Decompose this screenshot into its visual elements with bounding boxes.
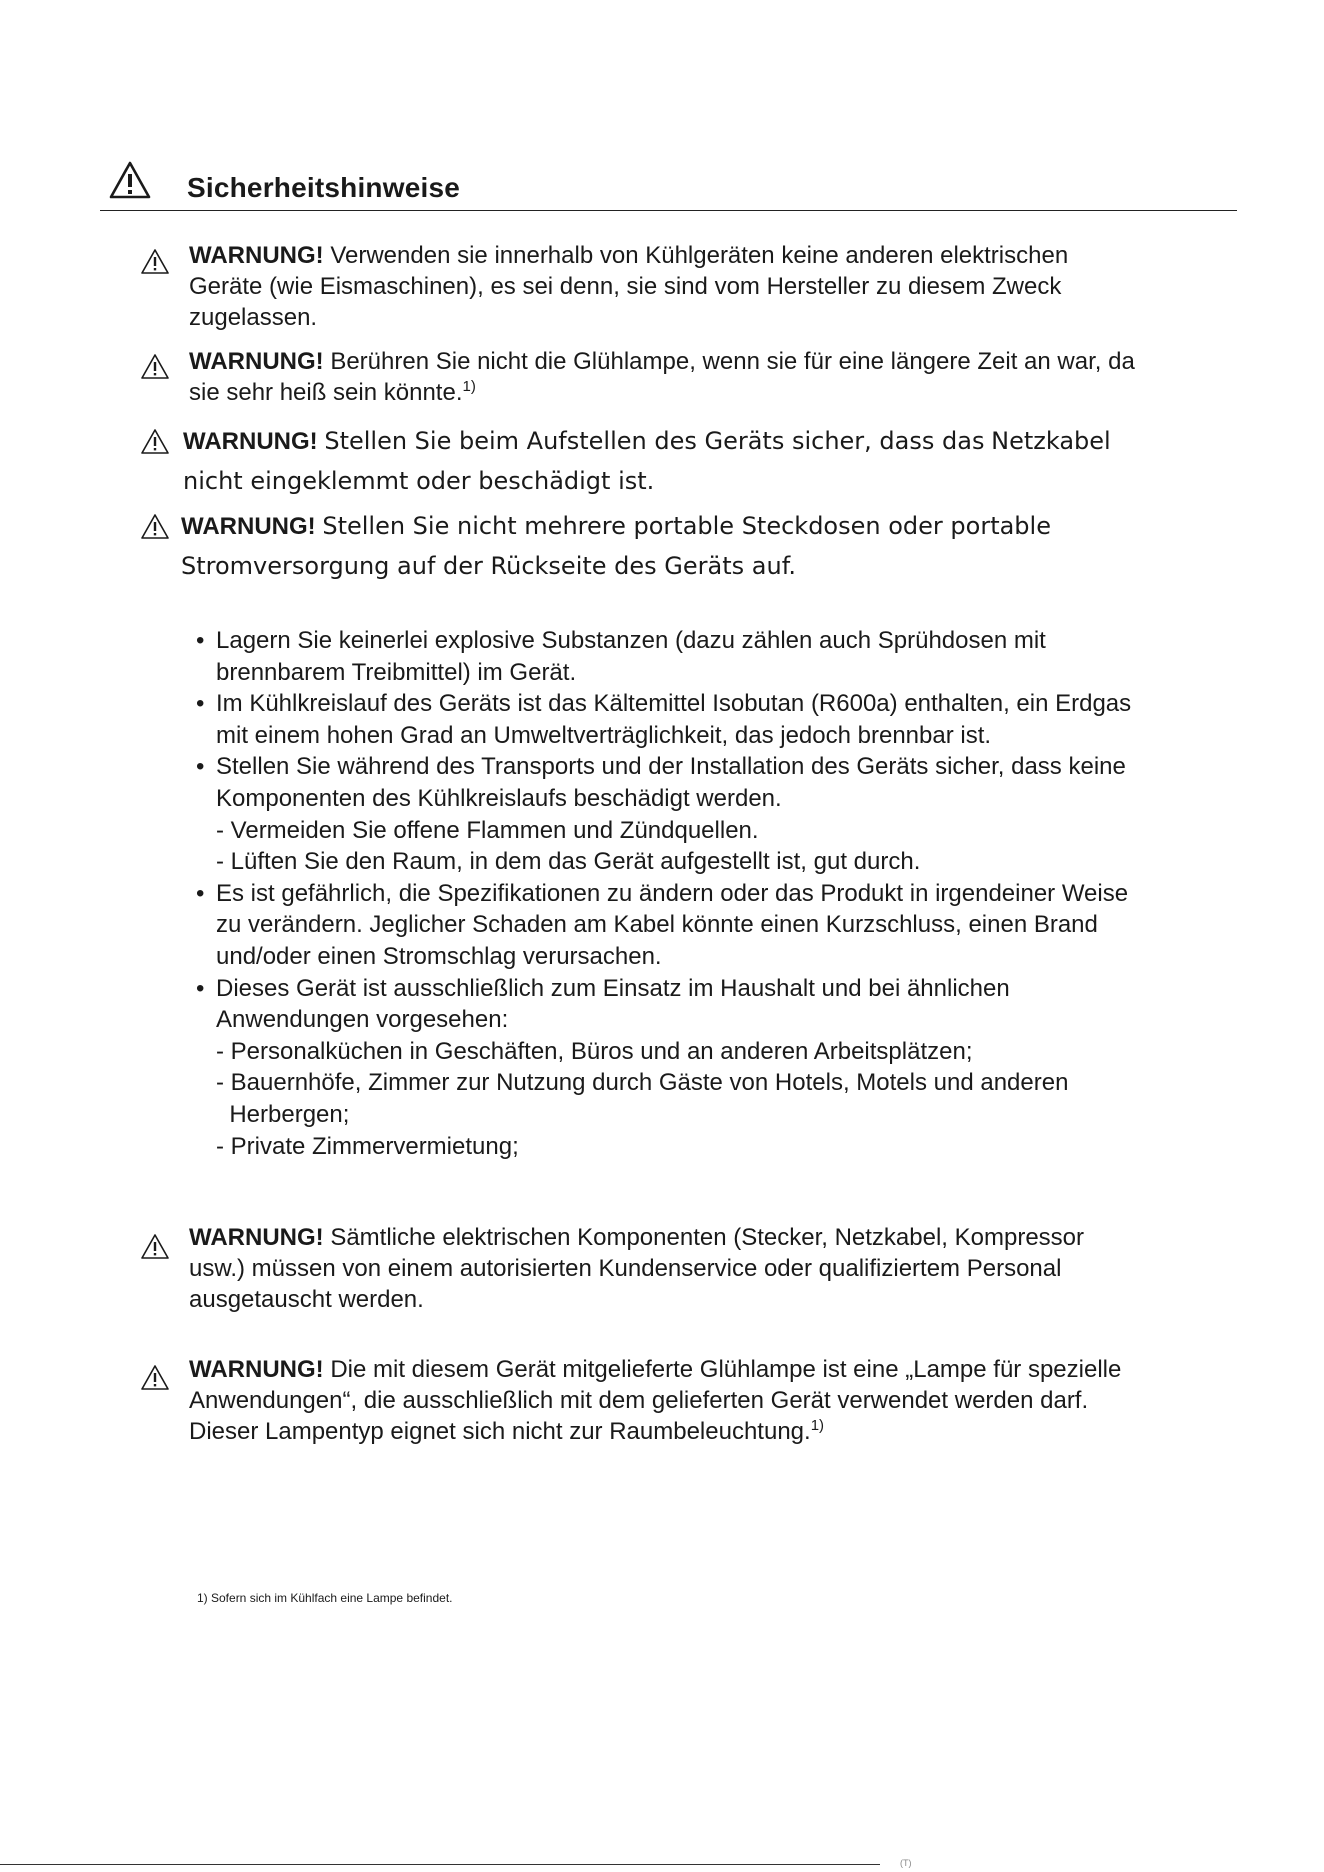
bullet-text: Komponenten des Kühlkreislaufs beschädigt werden. [216, 784, 782, 812]
bullet-continuation [216, 1099, 1236, 1131]
bullet-item [196, 973, 1236, 1005]
bullet-text: - Lüften Sie den Raum, in dem das Gerät aufgestellt ist, gut durch. [216, 848, 921, 876]
bullet-continuation [216, 941, 1236, 973]
warning-label: WARNUNG! [181, 513, 316, 540]
warning-text: usw.) müssen von einem autorisierten Kundenservice oder qualifiziertem Personal [189, 1255, 1062, 1282]
warning-text: sie sehr heiß sein könnte. [189, 379, 463, 406]
bullet-text: mit einem hohen Grad an Umweltverträglichkeit, das jedoch brennbar ist. [216, 721, 992, 749]
warning-triangle-icon [140, 353, 170, 380]
warning-text: ausgetauscht werden. [189, 1286, 424, 1313]
bullet-text: und/oder einen Stromschlag verursachen. [216, 942, 662, 970]
warning-text: Geräte (wie Eismaschinen), es sei denn, sie sind vom Hersteller zu diesem Zweck [189, 273, 1062, 300]
bullet-text: - Bauernhöfe, Zimmer zur Nutzung durch Gäste von Hotels, Motels und anderen [216, 1069, 1069, 1097]
bullet-text: zu verändern. Jeglicher Schaden am Kabel könnte einen Kurzschluss, einen Brand [216, 911, 1098, 939]
bullet-text: - Vermeiden Sie offene Flammen und Zündquellen. [216, 816, 759, 844]
warning-3 [183, 426, 1111, 497]
bullet-text: Anwendungen vorgesehen: [216, 1006, 509, 1034]
bullet-item [196, 688, 1236, 720]
bullet-dot-icon: • [196, 627, 205, 654]
footnote: 1) Sofern sich im Kühlfach eine Lampe befindet. [197, 1591, 453, 1605]
bullet-text: Dieses Gerät ist ausschließlich zum Einsatz im Haushalt und bei ähnlichen [216, 974, 1010, 1002]
warning-label: WARNUNG! [189, 1224, 324, 1251]
bullet-item [196, 625, 1236, 657]
bullet-dot-icon: • [196, 753, 205, 781]
bullet-text: brennbarem Treibmittel) im Gerät. [216, 658, 577, 686]
warning-1 [189, 240, 1068, 333]
warning-triangle-icon [140, 513, 170, 540]
bullet-continuation [216, 815, 1236, 847]
warning-text: Sämtliche elektrischen Komponenten (Stecker, Netzkabel, Kompressor [330, 1224, 1085, 1251]
warning-4 [181, 511, 1051, 582]
warning-text: Stromversorgung auf der Rückseite des Geräts auf. [181, 552, 797, 580]
warning-triangle-icon [108, 160, 152, 200]
warning-5 [189, 1222, 1084, 1315]
bullet-continuation [216, 909, 1236, 941]
bottom-divider [0, 1864, 880, 1865]
bullet-continuation [216, 657, 1236, 689]
warning-text: Anwendungen“, die ausschließlich mit dem gelieferten Gerät verwendet werden darf. [189, 1387, 1089, 1414]
bullet-text: - Private Zimmervermietung; [216, 1132, 519, 1160]
bullet-text: Lagern Sie keinerlei explosive Substanzen (dazu zählen auch Sprühdosen mit [216, 627, 1046, 654]
warning-text: Verwenden sie innerhalb von Kühlgeräten keine anderen elektrischen [330, 242, 1069, 269]
warning-text: Stellen Sie nicht mehrere portable Steckdosen oder portable [322, 512, 1051, 540]
bullet-dot-icon: • [196, 690, 205, 718]
warning-text: zugelassen. [189, 304, 318, 331]
warning-text: Netzkabel [991, 427, 1111, 455]
bullet-continuation [216, 1004, 1236, 1036]
bullet-item [196, 878, 1236, 910]
warning-label: WARNUNG! [189, 348, 324, 375]
warning-2 [189, 346, 1135, 408]
bullet-text: Stellen Sie während des Transports und der Installation des Geräts sicher, dass keine [216, 753, 1126, 781]
bullet-text: - Personalküchen in Geschäften, Büros und an anderen Arbeitsplätzen; [216, 1037, 973, 1065]
warning-text: Die mit diesem Gerät mitgelieferte Glühlampe ist eine „Lampe für spezielle [330, 1356, 1122, 1383]
footnote-ref: 1) [810, 1417, 825, 1434]
title-divider [100, 210, 1237, 211]
bullet-item [196, 751, 1236, 783]
page-mark: (T) [900, 1858, 912, 1868]
warning-triangle-icon [140, 1233, 170, 1260]
bullet-continuation [216, 1131, 1236, 1163]
safety-bullet-list [196, 625, 1236, 1162]
bullet-text: Im Kühlkreislauf des Geräts ist das Kältemittel Isobutan (R600a) enthalten, ein Erdgas [216, 690, 1132, 718]
warning-6 [189, 1354, 1121, 1447]
bullet-continuation [216, 783, 1236, 815]
warning-text: nicht eingeklemmt oder beschädigt ist. [183, 467, 655, 495]
warning-triangle-icon [140, 248, 170, 275]
warning-text: Dieser Lampentyp eignet sich nicht zur Raumbeleuchtung. [189, 1418, 811, 1445]
bullet-continuation [216, 720, 1236, 752]
footnote-ref: 1) [462, 378, 476, 395]
warning-label: WARNUNG! [189, 242, 324, 269]
bullet-dot-icon: • [196, 974, 205, 1002]
warning-label: WARNUNG! [183, 428, 318, 455]
warning-triangle-icon [140, 428, 170, 455]
bullet-continuation [216, 846, 1236, 878]
warning-triangle-icon [140, 1364, 170, 1391]
page-title: Sicherheitshinweise [187, 172, 461, 203]
bullet-dot-icon: • [196, 879, 205, 907]
bullet-continuation [216, 1036, 1236, 1068]
bullet-text: Herbergen; [216, 1100, 350, 1128]
warning-label: WARNUNG! [189, 1356, 324, 1383]
bullet-continuation [216, 1067, 1236, 1099]
bullet-text: Es ist gefährlich, die Spezifikationen zu ändern oder das Produkt in irgendeiner Weise [216, 879, 1129, 907]
warning-text: Berühren Sie nicht die Glühlampe, wenn sie für eine längere Zeit an war, da [330, 348, 1135, 375]
warning-text: Stellen Sie beim Aufstellen des Geräts sicher, dass das [324, 427, 985, 455]
